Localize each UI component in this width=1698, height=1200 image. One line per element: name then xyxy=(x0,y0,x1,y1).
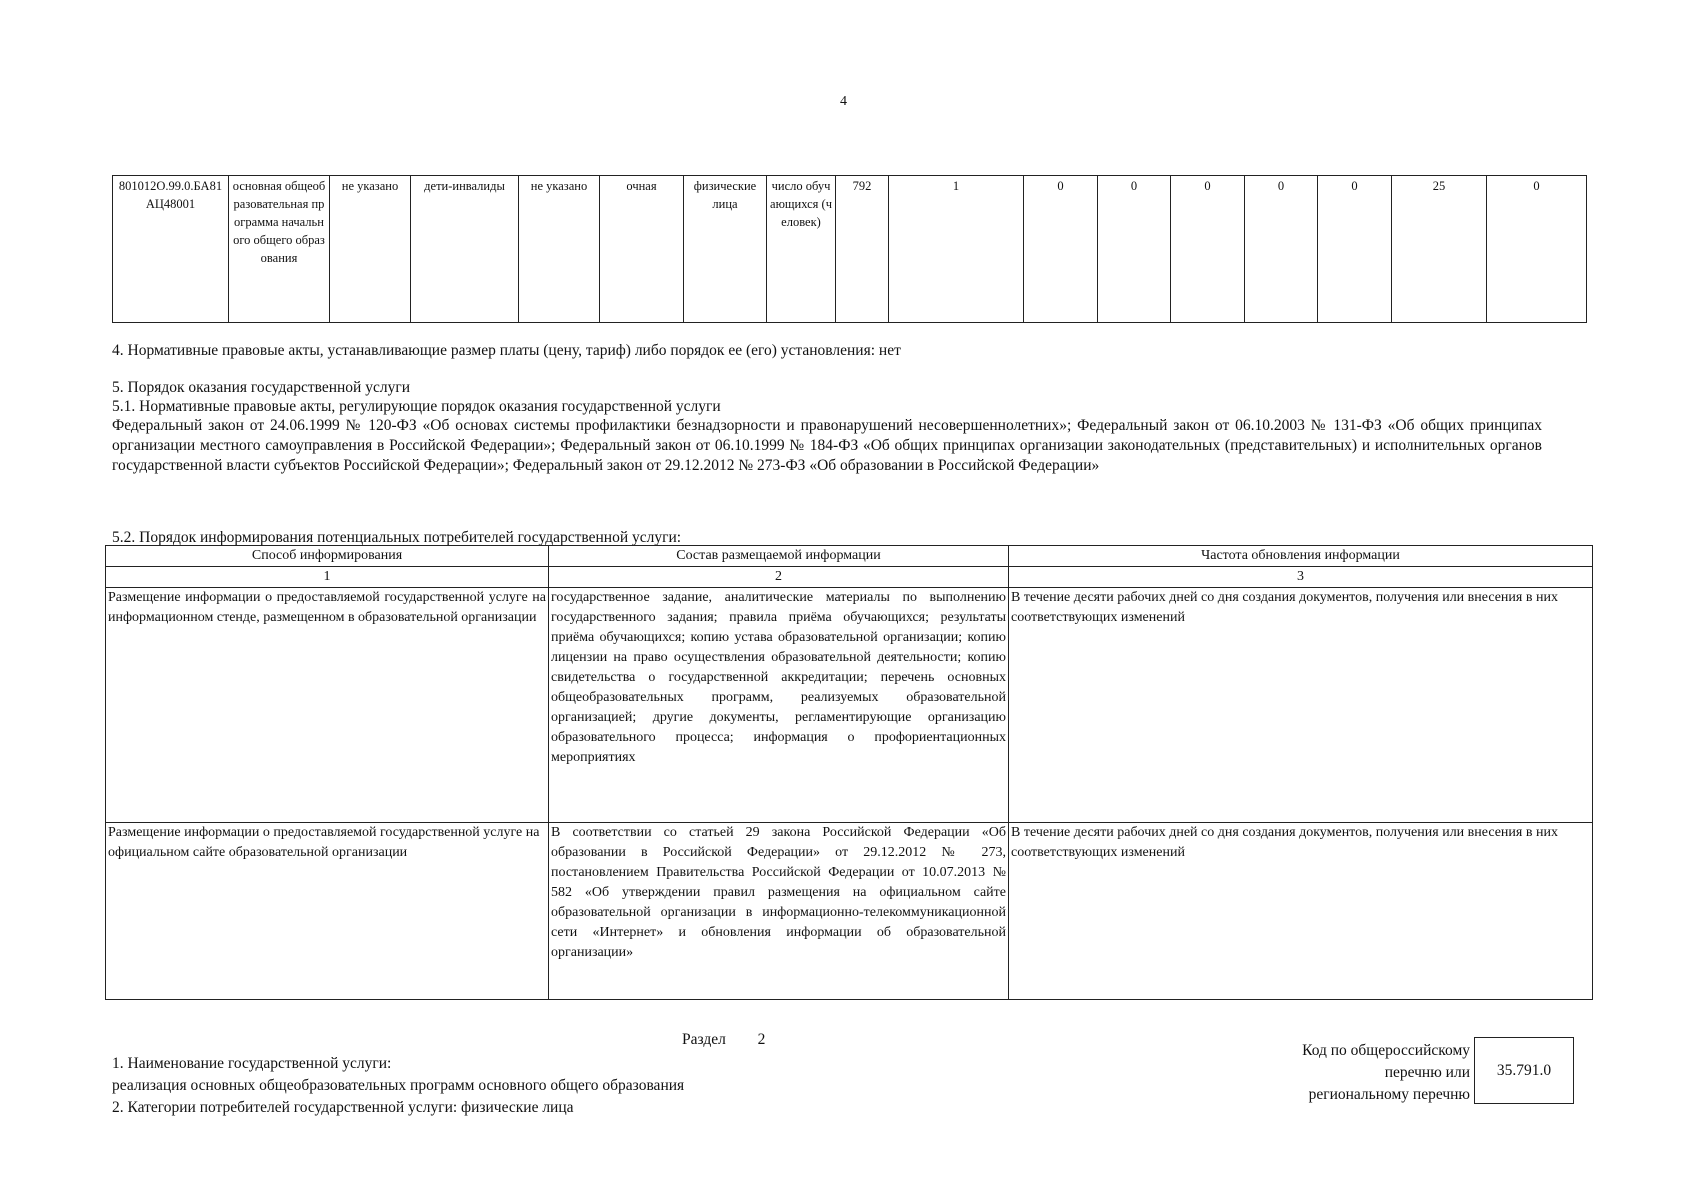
code-value: 35.791.0 xyxy=(1496,1061,1552,1079)
laws-paragraph: Федеральный закон от 24.06.1999 № 120-ФЗ «Об основах системы профилактики безнадзорности и правонарушений несовершеннолетних»; Федеральный закон от 06.10.2003 № 131-ФЗ «Об общих принципах организации местного самоуправления в Российской Федерации»; Федеральный закон от 06.10.1999 № 184-ФЗ «Об общих принципах организации законодательных (представительных) и исполнительных органов государственной власти субъектов Российской Федерации»; Федеральный закон от 29.12.2012 № 273-ФЗ «Об образовании в Российской Федерации» xyxy=(112,417,1542,474)
table-cell: 0 xyxy=(1487,176,1587,323)
razdel-number: 2 xyxy=(757,1031,766,1048)
frequency-cell: В течение десяти рабочих дней со дня создания документов, получения или внесения в них соответствующих изменений xyxy=(1009,823,1593,1000)
table-cell: не указано xyxy=(519,176,600,323)
page-number: 4 xyxy=(840,94,847,109)
code-label xyxy=(1200,1040,1470,1106)
header-cell: Частота обновления информации xyxy=(1009,546,1593,567)
header-cell: Способ информирования xyxy=(106,546,549,567)
table-cell: 0 xyxy=(1171,176,1245,323)
section-4-text: 4. Нормативные правовые акты, устанавливающие размер платы (цену, тариф) либо порядок ее (его) установления: нет xyxy=(112,342,901,359)
section-5-2-title: 5.2. Порядок информирования потенциальных потребителей государственной услуги: xyxy=(112,529,682,546)
frequency-cell: В течение десяти рабочих дней со дня создания документов, получения или внесения в них соответствующих изменений xyxy=(1009,588,1593,823)
number-cell: 1 xyxy=(106,567,549,588)
table-cell: основная общеобразовательная программа начального общего образования xyxy=(229,176,330,323)
table-cell: 801012О.99.0.БА81АЦ48001 xyxy=(113,176,229,323)
method-cell: Размещение информации о предоставляемой государственной услуге на официальном сайте образовательной организации xyxy=(106,823,549,1000)
service-categories: 2. Категории потребителей государственной услуги: физические лица xyxy=(112,1099,574,1116)
razdel-label xyxy=(682,1030,765,1050)
table-cell: 0 xyxy=(1024,176,1098,323)
table-cell: 0 xyxy=(1098,176,1171,323)
code-label-line: региональному перечню xyxy=(1308,1086,1470,1103)
service-name-value: реализация основных общеобразовательных программ основного общего образования xyxy=(112,1077,685,1094)
table-cell: очная xyxy=(600,176,684,323)
code-label-line: Код по общероссийскому xyxy=(1302,1042,1470,1059)
table-row xyxy=(106,823,1593,1000)
code-label-line: перечню или xyxy=(1384,1064,1470,1081)
table-cell: дети-инвалиды xyxy=(411,176,519,323)
table-cell: 792 xyxy=(836,176,889,323)
table-cell: физические лица xyxy=(684,176,767,323)
services-volume-table xyxy=(112,175,1587,323)
number-cell: 2 xyxy=(549,567,1009,588)
content-cell: В соответствии со статьей 29 закона Российской Федерации «Об образовании в Российской Федерации» от 29.12.2012 № 273, постановлением Правительства Российской Федерации от 10.07.2013 № 582 «Об утверждении правил размещения на официальном сайте образовательной организации в информационно-телекоммуникационной сети «Интернет» и обновления информации об образовательной организации» xyxy=(549,823,1009,1000)
service-name-label: 1. Наименование государственной услуги: xyxy=(112,1055,392,1072)
table-cell: 1 xyxy=(889,176,1024,323)
number-cell: 3 xyxy=(1009,567,1593,588)
table-header-row xyxy=(106,546,1593,567)
section-5-1-title: 5.1. Нормативные правовые акты, регулирующие порядок оказания государственной услуги xyxy=(112,398,721,415)
table-cell: 25 xyxy=(1392,176,1487,323)
table-cell: 0 xyxy=(1318,176,1392,323)
informing-table xyxy=(105,545,1593,1000)
section-5-title: 5. Порядок оказания государственной услуги xyxy=(112,379,410,396)
table-row xyxy=(113,176,1587,323)
content-cell: государственное задание, аналитические материалы по выполнению государственного задания; правила приёма обучающихся; результаты приёма обучающихся; копию устава образовательной организации; копию лицензии на право осуществления образовательной деятельности; копию свидетельства о государственной аккредитации; перечень основных общеобразовательных программ, реализуемых образовательной организацией; другие документы, регламентирующие организацию образовательного процесса; информация о профориентационных мероприятиях xyxy=(549,588,1009,823)
table-cell: не указано xyxy=(330,176,411,323)
razdel-word: Раздел xyxy=(682,1031,726,1048)
table-row xyxy=(106,588,1593,823)
table-number-row xyxy=(106,567,1593,588)
table-cell: 0 xyxy=(1245,176,1318,323)
code-value-box xyxy=(1474,1037,1574,1104)
header-cell: Состав размещаемой информации xyxy=(549,546,1009,567)
method-cell: Размещение информации о предоставляемой государственной услуге на информационном стенде, размещенном в образовательной организации xyxy=(106,588,549,823)
table-cell: число обучающихся (человек) xyxy=(767,176,836,323)
